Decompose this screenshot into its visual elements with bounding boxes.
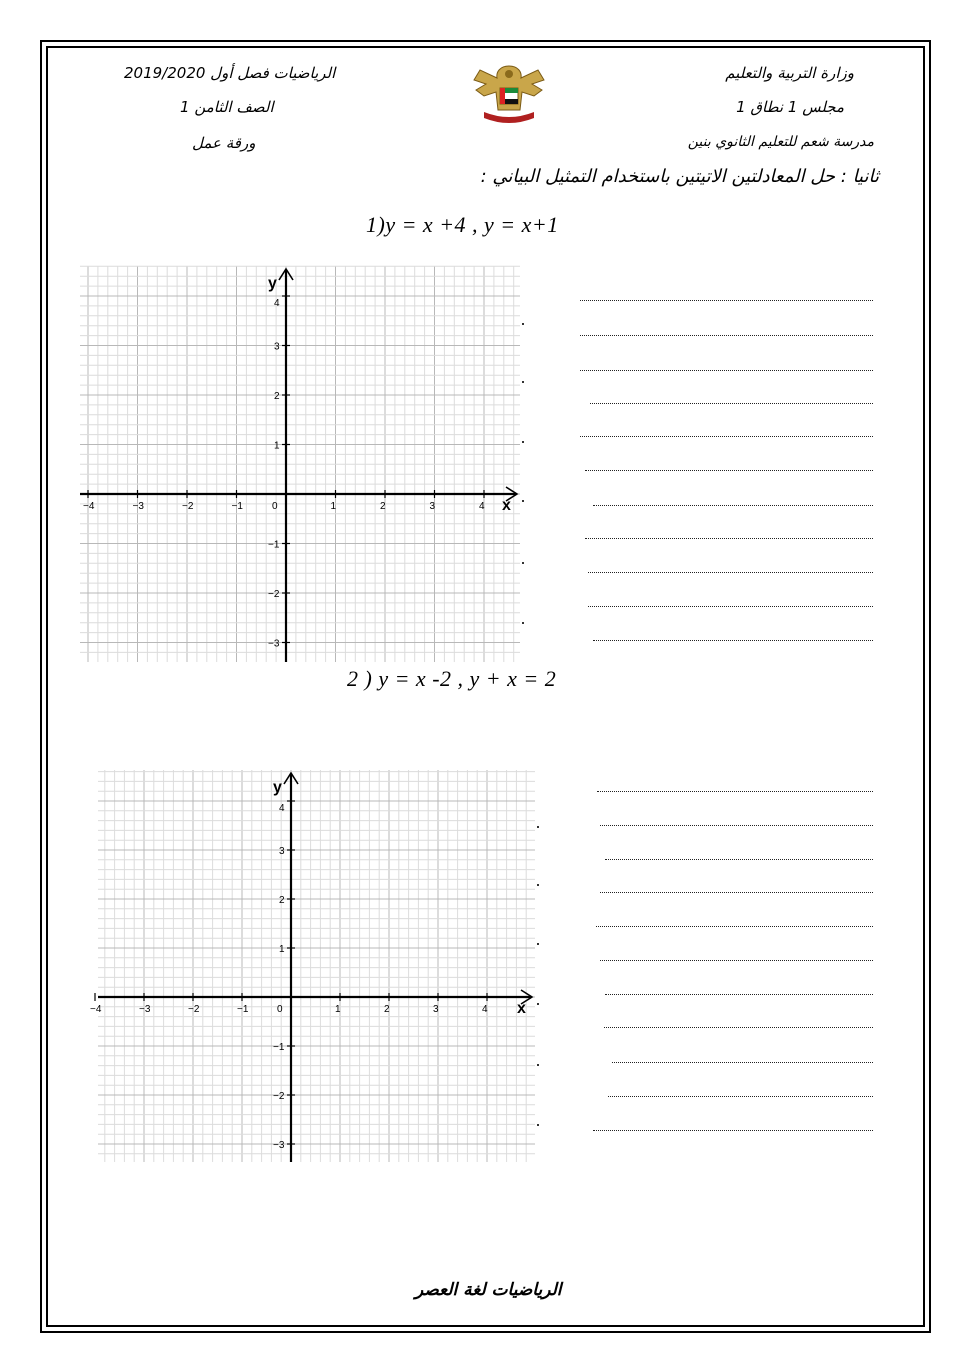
answer-line[interactable] — [600, 892, 873, 893]
margin-dot — [537, 1003, 539, 1005]
answer-line[interactable] — [585, 538, 873, 539]
x-tick-label: −1 — [231, 501, 243, 512]
answer-line[interactable] — [580, 436, 873, 437]
x-tick-label: 4 — [482, 1004, 488, 1015]
equation-1: 1)y = x +4 , y = x+1 — [366, 212, 559, 237]
margin-dot — [522, 381, 524, 383]
x-tick-label: −2 — [182, 501, 194, 512]
answer-line[interactable] — [593, 640, 873, 641]
coordinate-grid-2[interactable] — [90, 770, 535, 1162]
answer-line[interactable] — [600, 960, 873, 961]
x-tick-label: 3 — [433, 1004, 439, 1015]
footer-motto: الرياضيات لغة العصر — [415, 1280, 562, 1300]
subject-term-label: الرياضيات فصل أول 2019/2020 — [124, 64, 336, 82]
x-tick-label: 3 — [429, 501, 436, 512]
x-tick-label: −1 — [237, 1004, 249, 1015]
x-tick-label: −4 — [83, 501, 95, 512]
margin-dot — [522, 323, 524, 325]
answer-line[interactable] — [593, 505, 873, 506]
x-tick-label: 0 — [277, 1004, 283, 1015]
equation-2: 2 ) y = x -2 , y + x = 2 — [347, 666, 557, 691]
x-tick-label: −4 — [90, 1004, 102, 1015]
y-tick-label: 4 — [274, 298, 280, 309]
y-tick-label: 1 — [279, 944, 285, 955]
margin-dot — [522, 622, 524, 624]
school-label: مدرسة شعم للتعليم الثانوي بنين — [687, 134, 874, 150]
margin-dot — [537, 884, 539, 886]
margin-dot — [537, 1124, 539, 1126]
y-axis-label: y — [273, 779, 282, 796]
margin-dot — [522, 441, 524, 443]
x-tick-label: −2 — [188, 1004, 200, 1015]
y-tick-label: 3 — [279, 846, 285, 857]
answer-line[interactable] — [605, 859, 873, 860]
y-axis-label: y — [268, 275, 277, 292]
margin-dot — [537, 826, 539, 828]
instruction-text: ثانيا : حل المعادلتين الاتيتين باستخدام التمثيل البياني : — [480, 166, 879, 187]
y-tick-label: 2 — [274, 391, 280, 402]
x-tick-label: 2 — [380, 501, 386, 512]
x-tick-label: 0 — [272, 501, 278, 512]
answer-line[interactable] — [588, 572, 873, 573]
margin-dot — [537, 943, 539, 945]
y-tick-label: 2 — [279, 895, 285, 906]
y-tick-label: −3 — [268, 638, 280, 650]
answer-line[interactable] — [597, 791, 873, 792]
coordinate-grid-1[interactable] — [80, 266, 520, 662]
y-tick-label: 3 — [274, 341, 280, 353]
y-tick-label: −3 — [273, 1140, 285, 1151]
y-tick-label: −2 — [268, 589, 280, 600]
answer-line[interactable] — [580, 370, 873, 371]
answer-line[interactable] — [585, 470, 873, 471]
answer-line[interactable] — [596, 926, 873, 927]
sheet-label: ورقة عمل — [192, 134, 256, 152]
y-tick-label: 4 — [279, 803, 285, 814]
answer-line[interactable] — [612, 1062, 873, 1063]
council-label: مجلس 1 نطاق 1 — [736, 98, 844, 116]
x-tick-label: 1 — [330, 501, 337, 512]
answer-line[interactable] — [608, 1096, 873, 1097]
ministry-label: وزارة التربية والتعليم — [725, 64, 854, 82]
answer-line[interactable] — [600, 825, 873, 826]
y-tick-label: −1 — [273, 1042, 285, 1053]
answer-line[interactable] — [580, 335, 873, 336]
answer-line[interactable] — [588, 606, 873, 607]
x-tick-label: −3 — [132, 501, 144, 512]
answer-line[interactable] — [604, 1027, 873, 1028]
margin-dot — [522, 500, 524, 502]
x-tick-label: 1 — [335, 1004, 341, 1015]
answer-line[interactable] — [580, 300, 873, 301]
x-axis-label: x — [502, 497, 511, 514]
margin-dot — [522, 562, 524, 564]
margin-dot — [537, 1064, 539, 1066]
y-tick-label: −1 — [268, 539, 280, 551]
x-tick-label: −3 — [139, 1004, 151, 1015]
y-tick-label: −2 — [273, 1091, 285, 1102]
uae-emblem-icon — [470, 58, 548, 128]
x-tick-label: 2 — [384, 1004, 390, 1015]
y-tick-label: 1 — [274, 440, 280, 452]
answer-line[interactable] — [590, 403, 873, 404]
answer-line[interactable] — [593, 1130, 873, 1131]
x-tick-label: 4 — [479, 501, 485, 512]
x-axis-label: x — [517, 1000, 526, 1017]
answer-line[interactable] — [605, 994, 873, 995]
grade-label: الصف الثامن 1 — [180, 98, 274, 116]
